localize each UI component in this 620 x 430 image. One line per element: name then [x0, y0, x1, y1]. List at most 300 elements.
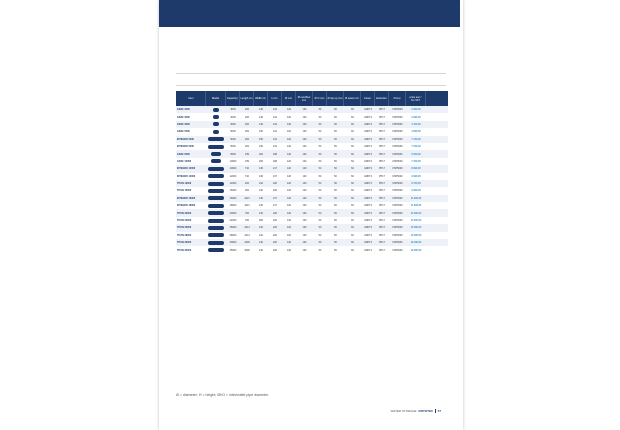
cell-wid: 210: [259, 226, 263, 230]
cell-h: 220: [273, 226, 277, 230]
cell-price: 9 690,00: [411, 174, 421, 178]
cell-pump: KSP5000: [392, 137, 403, 141]
cell-h: 212: [273, 137, 277, 141]
cell-d2: 120: [302, 115, 307, 119]
cell-h: 217: [273, 204, 277, 208]
model-image: [206, 152, 226, 156]
cell-pump: KSP5000: [392, 108, 403, 112]
model-image: [206, 122, 226, 126]
cell-len: 262: [245, 137, 249, 141]
col-header-pump: Pump: [389, 91, 406, 106]
cell-h: 220: [273, 248, 277, 252]
cell-d5: 60: [351, 167, 354, 171]
cell-price: 14 600,00: [410, 219, 422, 223]
cell-d2: 120: [302, 145, 307, 149]
tank-thumbnail: [211, 152, 220, 156]
footnote: Ø = diameter; H = height; ØI/O = inlet/outlet pipe diameter.: [176, 393, 269, 397]
cell-h: 220: [273, 211, 277, 215]
model-image: [206, 219, 226, 223]
model-image: [206, 204, 226, 208]
tank-thumbnail: [208, 211, 224, 215]
cell-h: 208: [273, 152, 277, 156]
cell-d5: 60: [351, 145, 354, 149]
cell-pump: KSP5000: [392, 233, 403, 237]
cell-cap: 10000: [229, 159, 237, 163]
cell-wid: 130: [259, 204, 263, 208]
tank-thumbnail: [208, 189, 224, 193]
cell-d1: 120: [287, 182, 291, 186]
cell-item: INTEGRO 18000: [177, 204, 196, 208]
cell-h: 217: [273, 167, 277, 171]
cell-d1: 120: [287, 233, 291, 237]
table-row: [176, 106, 448, 113]
model-image: [206, 226, 226, 230]
cell-d4: 50: [334, 204, 337, 208]
cell-d1: 120: [287, 115, 291, 119]
cell-cover: GRFT4: [364, 182, 372, 186]
cell-cover: GRFT4: [364, 115, 372, 119]
cell-d5: 60: [351, 130, 354, 134]
cell-ext: PP17: [379, 248, 385, 252]
footer-section: WATER STORAGE: [390, 409, 417, 413]
cell-wid: 250: [259, 219, 263, 223]
cell-ext: PP17: [379, 167, 385, 171]
cell-price: 7 150,00: [411, 159, 421, 163]
cell-ext: PP17: [379, 182, 385, 186]
cell-item: TITAN 25000: [177, 226, 192, 230]
cell-len: 206: [245, 115, 249, 119]
cell-d5: 60: [351, 204, 354, 208]
cell-len: 1090: [244, 241, 250, 245]
cell-h: 212: [273, 122, 277, 126]
cell-d3: 50: [318, 130, 322, 134]
tank-thumbnail: [213, 108, 220, 112]
cell-d3: 50: [318, 145, 322, 149]
cell-price: 9 900,00: [411, 189, 421, 193]
cell-wid: 210: [259, 241, 263, 245]
cell-ext: PP17: [379, 174, 385, 178]
cell-wid: 130: [259, 174, 263, 178]
cell-item: GRAF 10000: [177, 159, 192, 163]
cell-len: 239: [245, 159, 249, 163]
col-header-length: Length cm: [240, 91, 254, 106]
cell-d2: 120: [302, 167, 307, 171]
cell-pump: KSP5000: [392, 241, 403, 245]
cell-wid: 130: [259, 196, 263, 200]
catalog-page: [159, 0, 463, 430]
cell-len: 1014: [244, 233, 250, 237]
cell-cap: 20000: [229, 211, 237, 215]
cell-len: 710: [245, 174, 249, 178]
cell-price: 6 000,00: [411, 152, 421, 156]
cell-price: 15 990,00: [410, 226, 422, 230]
table-row: [176, 121, 448, 128]
model-image: [206, 159, 226, 163]
cell-cover: GRFT4: [364, 241, 372, 245]
cell-d4: 50: [334, 241, 337, 245]
model-image: [206, 145, 226, 149]
cell-item: INTEGRO 16000: [177, 196, 196, 200]
cell-d3: 50: [318, 226, 322, 230]
cell-wid: 210: [259, 233, 263, 237]
cell-d2: 120: [302, 130, 307, 134]
cell-pump: KSP5000: [392, 145, 403, 149]
cell-d2: 120: [302, 248, 307, 252]
cell-d5: 60: [351, 196, 354, 200]
cell-item: GRAF 3000: [177, 108, 190, 112]
cell-wid: 200: [259, 159, 263, 163]
footer-separator: [435, 409, 436, 413]
table-row: [176, 128, 448, 135]
model-image: [206, 248, 226, 252]
col-header-capacity: Capacity l: [226, 91, 240, 106]
tank-thumbnail: [208, 137, 224, 141]
model-image: [206, 137, 226, 141]
cell-price: 8 990,00: [411, 167, 421, 171]
cell-pump: KSP5000: [392, 152, 403, 156]
model-image: [206, 115, 226, 119]
col-header-io: Ø O mm: [313, 91, 327, 106]
tank-thumbnail: [208, 167, 224, 171]
table-row: [176, 239, 448, 246]
col-header-extender: Extender: [375, 91, 389, 106]
cell-h: 220: [273, 233, 277, 237]
cell-len: 796: [245, 211, 249, 215]
col-header-width: Width cm: [254, 91, 268, 106]
cell-item: TITAN 20000: [177, 211, 192, 215]
cell-cover: GRFT4: [364, 174, 372, 178]
cell-pump: KSP5000: [392, 248, 403, 252]
cell-d1: 120: [287, 189, 291, 193]
cell-d1: 120: [287, 137, 291, 141]
cell-d1: 120: [287, 204, 291, 208]
cell-cap: 15000: [229, 189, 237, 193]
cell-item: INTEGRO 5000: [177, 145, 194, 149]
cell-h: 220: [273, 189, 277, 193]
table-row: [176, 150, 448, 157]
col-header-price: price exc / Inc.VAT: [406, 91, 426, 106]
cell-cover: GRFT4: [364, 226, 372, 230]
cell-price: 3 360,00: [411, 108, 421, 112]
cell-d4: 50: [334, 211, 337, 215]
cell-cover: GRFT4: [364, 152, 372, 156]
cell-cap: 5000: [230, 130, 236, 134]
cell-cover: GRFT4: [364, 122, 372, 126]
cell-len: 1090: [244, 248, 250, 252]
cell-ext: PP17: [379, 204, 385, 208]
cell-price: 11 690,00: [410, 204, 422, 208]
cell-cover: GRFT4: [364, 167, 372, 171]
cell-item: TITAN 22000: [177, 219, 192, 223]
cell-price: 3 690,00: [411, 115, 421, 119]
cell-d1: 120: [287, 219, 291, 223]
table-row: [176, 217, 448, 224]
cell-wid: 146: [259, 122, 263, 126]
tank-thumbnail: [211, 159, 220, 163]
header-bar: [159, 0, 463, 27]
cell-ext: PP17: [379, 219, 385, 223]
cell-d2: 120: [302, 241, 307, 245]
cell-d4: 50: [334, 196, 337, 200]
cell-d2: 120: [302, 226, 307, 230]
cell-cap: 28000: [229, 233, 237, 237]
col-header-overflow: Ø overflow mm: [296, 91, 313, 106]
cell-pump: KSP5000: [392, 219, 403, 223]
cell-d4: 50: [334, 122, 337, 126]
cell-wid: 210: [259, 189, 263, 193]
cell-d4: 50: [334, 174, 337, 178]
cell-wid: 210: [259, 211, 263, 215]
cell-wid: 146: [259, 115, 263, 119]
cell-d2: 120: [302, 108, 307, 112]
divider: [176, 73, 446, 74]
cell-d3: 50: [318, 137, 322, 141]
cell-d4: 50: [334, 189, 337, 193]
tank-thumbnail: [213, 115, 220, 119]
cell-pump: KSP5000: [392, 159, 403, 163]
cell-wid: 146: [259, 108, 263, 112]
cell-item: TITAN 12000: [177, 182, 192, 186]
cell-d4: 50: [334, 167, 337, 171]
cell-d1: 120: [287, 167, 291, 171]
tank-thumbnail: [208, 233, 224, 237]
cell-pump: KSP5000: [392, 189, 403, 193]
cell-len: 262: [245, 130, 249, 134]
table-row: [176, 224, 448, 231]
table-header: [176, 91, 448, 106]
cell-h: 208: [273, 159, 277, 163]
cell-d3: 50: [318, 108, 322, 112]
tank-thumbnail: [208, 174, 224, 178]
cell-d1: 120: [287, 226, 291, 230]
cell-item: GRAF 3000: [177, 115, 190, 119]
cell-h: 212: [273, 108, 277, 112]
cell-len: 710: [245, 167, 249, 171]
cell-pump: KSP5000: [392, 115, 403, 119]
cell-item: GRAF 5000: [177, 130, 190, 134]
cell-pump: KSP5000: [392, 122, 403, 126]
cell-d3: 50: [318, 219, 322, 223]
cell-d5: 60: [351, 159, 354, 163]
cell-d3: 50: [318, 241, 322, 245]
cell-ext: PP17: [379, 108, 385, 112]
model-image: [206, 167, 226, 171]
cell-cap: 3000: [230, 108, 236, 112]
cell-cap: 22000: [229, 219, 237, 223]
tank-thumbnail: [208, 248, 224, 252]
model-image: [206, 182, 226, 186]
tank-thumbnail: [208, 196, 224, 200]
cell-cover: GRFT4: [364, 233, 372, 237]
col-header-sewer: Ø sewer cm: [344, 91, 361, 106]
cell-h: 212: [273, 145, 277, 149]
header-accent: [460, 0, 463, 27]
table-body: [176, 106, 448, 254]
model-image: [206, 189, 226, 193]
cell-item: INTEGRO 10000: [177, 167, 196, 171]
cell-ext: PP17: [379, 211, 385, 215]
model-image: [206, 233, 226, 237]
cell-cap: 18000: [229, 204, 237, 208]
cell-d2: 120: [302, 152, 307, 156]
cell-len: 262: [245, 122, 249, 126]
cell-pump: KSP5000: [392, 226, 403, 230]
cell-len: 262: [245, 182, 249, 186]
cell-d1: 120: [287, 196, 291, 200]
cell-ext: PP17: [379, 152, 385, 156]
model-image: [206, 108, 226, 112]
cell-cap: 10000: [229, 167, 237, 171]
table-row: [176, 180, 448, 187]
cell-ext: PP17: [379, 145, 385, 149]
cell-d3: 50: [318, 167, 322, 171]
cell-cap: 12000: [229, 174, 237, 178]
cell-cap: 12000: [229, 182, 237, 186]
model-image: [206, 174, 226, 178]
table-row: [176, 202, 448, 209]
cell-d3: 50: [318, 189, 322, 193]
cell-d5: 60: [351, 122, 354, 126]
tank-thumbnail: [208, 226, 224, 230]
table-row: [176, 143, 448, 150]
cell-ext: PP17: [379, 241, 385, 245]
cell-h: 220: [273, 219, 277, 223]
cell-d5: 60: [351, 115, 354, 119]
cell-price: 4 690,00: [411, 130, 421, 134]
cell-cover: GRFT4: [364, 219, 372, 223]
cell-d3: 50: [318, 211, 322, 215]
cell-wid: 150: [259, 145, 263, 149]
col-header-height: H cm: [268, 91, 282, 106]
cell-cap: 16000: [229, 196, 237, 200]
col-header-diameter: Ø mm: [282, 91, 296, 106]
cell-d5: 60: [351, 152, 354, 156]
cell-d3: 50: [318, 174, 322, 178]
cell-d4: 50: [334, 219, 337, 223]
cell-h: 217: [273, 174, 277, 178]
col-header-item: Item: [176, 91, 206, 106]
cell-d5: 60: [351, 226, 354, 230]
tank-thumbnail: [208, 145, 224, 149]
cell-d3: 50: [318, 182, 322, 186]
cell-len: 796: [245, 219, 249, 223]
cell-ext: PP17: [379, 115, 385, 119]
tank-thumbnail: [208, 219, 224, 223]
cell-cap: 3000: [230, 122, 236, 126]
cell-d5: 60: [351, 211, 354, 215]
col-header-model: Model: [206, 91, 226, 106]
cell-ext: PP17: [379, 159, 385, 163]
footer-brand: ROTOTEC: [418, 409, 434, 413]
cell-d3: 50: [318, 248, 322, 252]
cell-d5: 60: [351, 248, 354, 252]
cell-d4: 50: [334, 145, 337, 149]
cell-d1: 120: [287, 159, 291, 163]
cell-d1: 120: [287, 108, 291, 112]
cell-cap: 30000: [229, 241, 237, 245]
cell-pump: KSP5000: [392, 211, 403, 215]
cell-h: 217: [273, 196, 277, 200]
cell-wid: 150: [259, 130, 263, 134]
cell-cap: 6500: [230, 152, 236, 156]
tank-thumbnail: [208, 241, 224, 245]
cell-len: 1014: [244, 226, 250, 230]
cell-h: 212: [273, 130, 277, 134]
table-row: [176, 165, 448, 172]
cell-d4: 50: [334, 226, 337, 230]
cell-price: 11 990,00: [410, 196, 422, 200]
cell-price: 7 310,00: [411, 145, 421, 149]
cell-d4: 50: [334, 159, 337, 163]
cell-cover: GRFT4: [364, 204, 372, 208]
cell-item: INTEGRO 5000: [177, 137, 194, 141]
table-row: [176, 187, 448, 194]
cell-item: TITAN 30000: [177, 241, 192, 245]
cell-price: 7 120,00: [411, 137, 421, 141]
cell-d3: 50: [318, 152, 322, 156]
model-image: [206, 211, 226, 215]
cell-d1: 120: [287, 152, 291, 156]
cell-cap: 5000: [230, 145, 236, 149]
cell-d3: 50: [318, 115, 322, 119]
cell-ext: PP17: [379, 130, 385, 134]
cell-d5: 60: [351, 108, 354, 112]
cell-cap: 25000: [229, 226, 237, 230]
cell-d2: 120: [302, 137, 307, 141]
cell-d3: 50: [318, 196, 322, 200]
cell-cover: GRFT4: [364, 108, 372, 112]
cell-d2: 120: [302, 196, 307, 200]
table-row: [176, 113, 448, 120]
cell-item: TITAN 15000: [177, 189, 192, 193]
tank-thumbnail: [208, 182, 224, 186]
cell-cover: GRFT4: [364, 248, 372, 252]
table-row: [176, 136, 448, 143]
cell-cap: 3000: [230, 115, 236, 119]
cell-wid: 130: [259, 167, 263, 171]
cell-ext: PP17: [379, 233, 385, 237]
cell-pump: KSP5000: [392, 204, 403, 208]
model-image: [206, 196, 226, 200]
cell-ext: PP17: [379, 226, 385, 230]
table-row: [176, 173, 448, 180]
cell-d5: 60: [351, 137, 354, 141]
cell-d5: 60: [351, 241, 354, 245]
cell-d1: 120: [287, 248, 291, 252]
col-header-topup: Ø top up mm: [327, 91, 344, 106]
cell-pump: KSP5000: [392, 167, 403, 171]
cell-len: 239: [245, 152, 249, 156]
cell-cover: GRFT4: [364, 159, 372, 163]
table-row: [176, 232, 448, 239]
tank-thumbnail: [213, 122, 220, 126]
cell-d4: 50: [334, 152, 337, 156]
cell-cover: GRFT4: [364, 145, 372, 149]
cell-d2: 120: [302, 159, 307, 163]
cell-pump: KSP5000: [392, 182, 403, 186]
table-row: [176, 158, 448, 165]
cell-d3: 50: [318, 233, 322, 237]
cell-d1: 120: [287, 130, 291, 134]
cell-d5: 60: [351, 182, 354, 186]
cell-wid: 150: [259, 137, 263, 141]
cell-d4: 50: [334, 115, 337, 119]
cell-h: 220: [273, 182, 277, 186]
page-number: 57: [437, 409, 441, 413]
page-footer: [391, 409, 441, 413]
cell-wid: 210: [259, 182, 263, 186]
cell-d2: 120: [302, 122, 307, 126]
